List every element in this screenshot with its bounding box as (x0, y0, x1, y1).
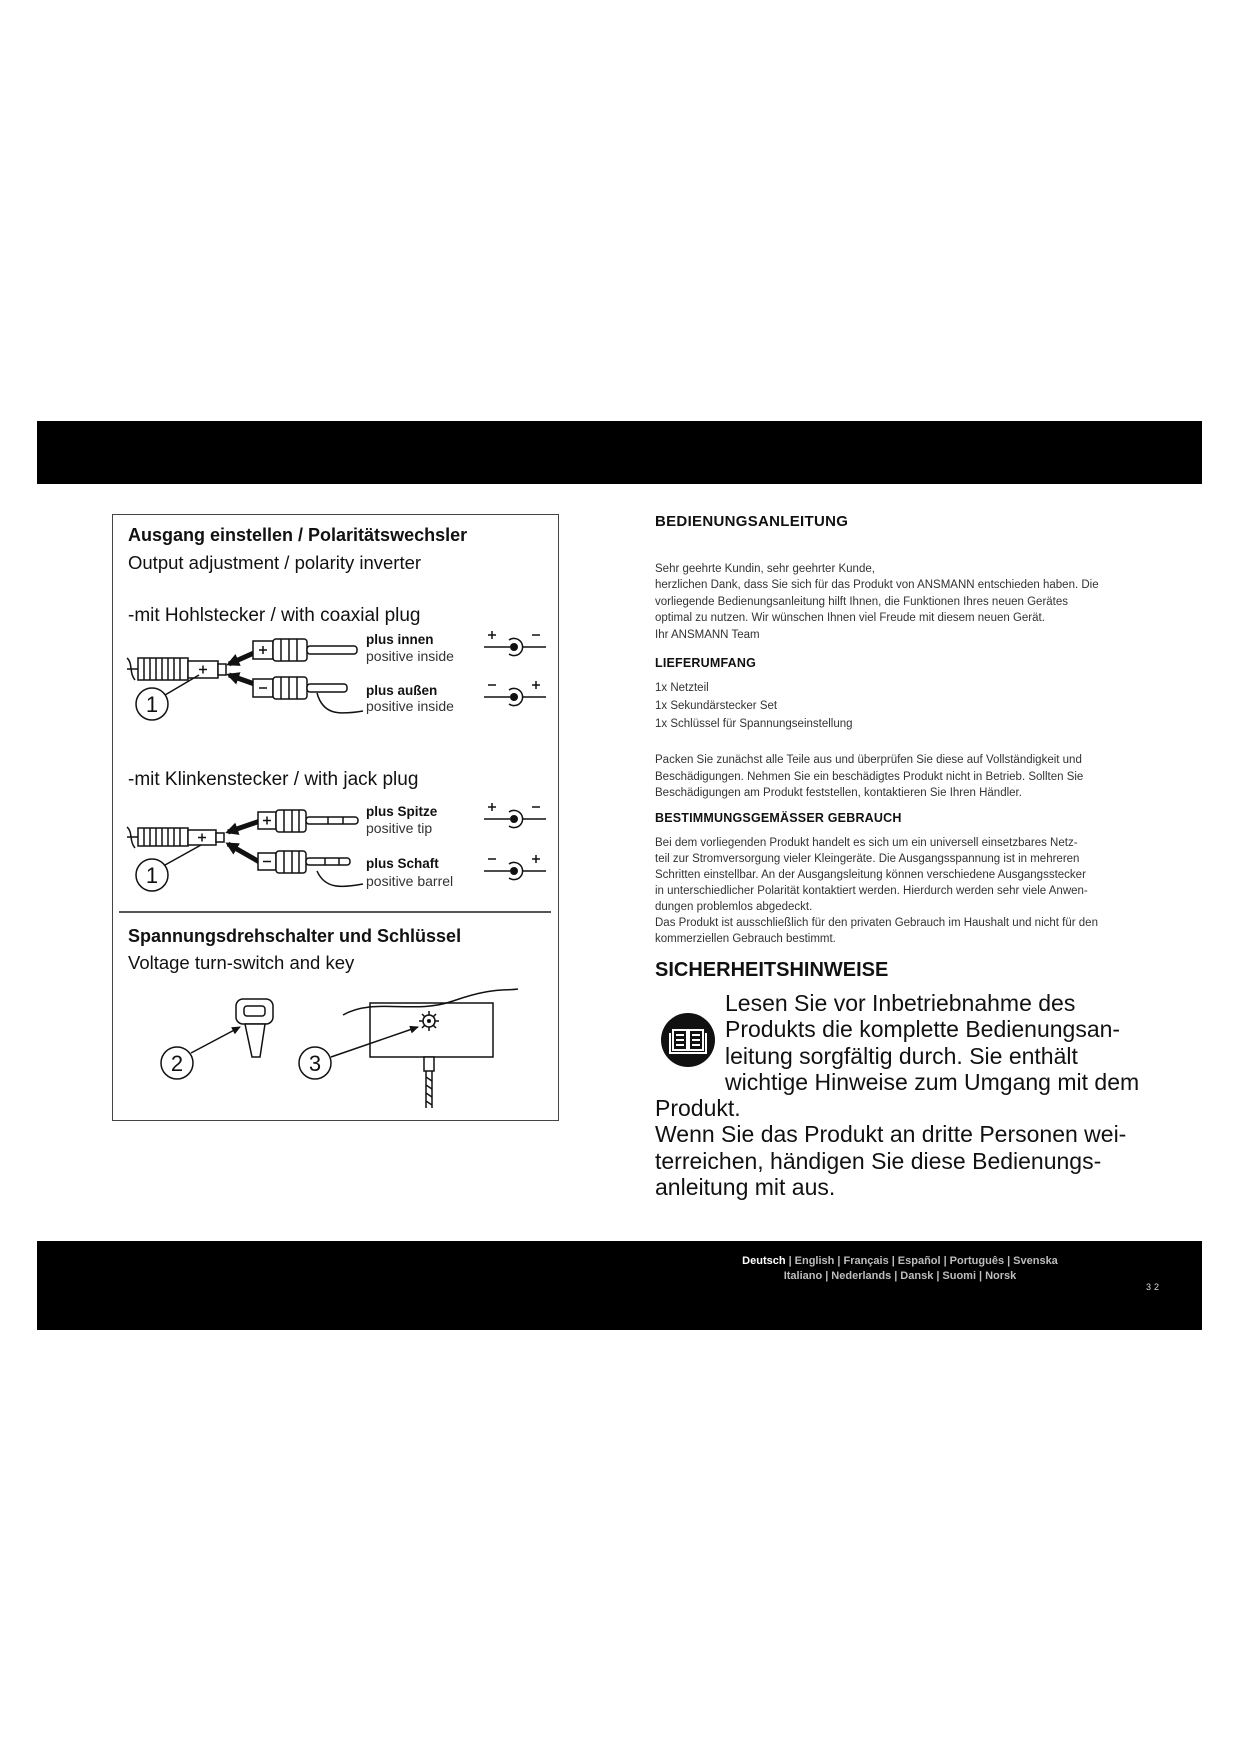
language-deutsch: Deutsch (742, 1255, 786, 1267)
intro-paragraph (655, 561, 1200, 643)
intended-use-paragraph (655, 835, 1200, 947)
jack-callout-number: 1 (145, 863, 159, 888)
safety-line: anleitung mit aus. (655, 1174, 836, 1201)
key-icon (236, 999, 273, 1057)
coaxial-adapter-positive-outside (253, 677, 363, 713)
check-line: Packen Sie zunächst alle Teile aus und überprüfen Sie diese auf Vollständigkeit und (655, 754, 1082, 766)
polarity-center-negative-icon (484, 681, 546, 706)
intro-line: optimal zu nutzen. Wir wünschen Ihnen viel Freude mit diesem neuen Gerät. (655, 612, 1045, 625)
intended-use-line: Das Produkt ist ausschließlich für den privaten Gebrauch im Haushalt und nicht für den (655, 917, 1098, 929)
switch-title-de: Spannungsdrehschalter und Schlüssel (128, 926, 462, 946)
coaxial-bottom-label-de: plus außen (366, 683, 438, 698)
key-diagram (161, 999, 273, 1079)
check-line: Beschädigungen am Produkt feststellen, kontaktieren Sie Ihren Händler. (655, 787, 1022, 799)
language-espanol: Español (897, 1255, 941, 1267)
gear-icon (419, 1011, 439, 1031)
intended-use-line: Schritten einstellbar. An der Ausgangsleitung können verschiedene Ausgangsstecker (655, 869, 1086, 881)
delivery-list (655, 679, 1200, 733)
coaxial-bottom-label-en: positive inside (366, 698, 454, 714)
polarity-center-negative-icon (484, 855, 546, 880)
coaxial-plug-diagram (127, 631, 546, 720)
switch-callout-arrow (331, 1027, 418, 1057)
intended-use-line: Bei dem vorliegenden Produkt handelt es sich um ein universell einsetzbares Netz- (655, 837, 1078, 849)
output-title-en: Output adjustment / polarity inverter (128, 552, 422, 573)
jack-main-plug (127, 827, 224, 848)
page-title: BEDIENUNGSANLEITUNG (655, 513, 849, 530)
language-nederlands: Nederlands (831, 1270, 892, 1282)
page-number: 32 (1146, 1282, 1163, 1292)
jack-top-label-en: positive tip (366, 820, 433, 836)
jack-callout-leader (165, 845, 201, 865)
coaxial-adapter-positive-inside (253, 639, 357, 661)
voltage-switch-diagram (299, 989, 518, 1108)
intro-line: Ihr ANSMANN Team (655, 628, 760, 641)
safety-line: terreichen, händigen Sie diese Bedienungs- (655, 1147, 1102, 1174)
coaxial-callout-number: 1 (145, 692, 159, 717)
jack-bottom-label-de: plus Schaft (366, 856, 439, 871)
panel-divider (119, 911, 551, 913)
jack-top-label-de: plus Spitze (366, 804, 438, 819)
jack-plug-diagram (127, 803, 546, 891)
intro-line: herzlichen Dank, dass Sie sich für das Produkt von ANSMANN entschieden haben. Die (655, 579, 1099, 592)
language-italiano: Italiano (783, 1270, 823, 1282)
language-francais: Français (843, 1255, 889, 1267)
switch-callout-number: 3 (308, 1051, 322, 1076)
output-title-de: Ausgang einstellen / Polaritätswechsler (128, 525, 468, 545)
safety-line: Produkt. (655, 1095, 741, 1122)
safety-line: Lesen Sie vor Inbetriebnahme des (725, 990, 1076, 1016)
jack-heading: -mit Klinkenstecker / with jack plug (128, 769, 419, 790)
language-suomi: Suomi (942, 1270, 977, 1282)
safety-line: Wenn Sie das Produkt an dritte Personen wei- (655, 1121, 1127, 1148)
key-callout-arrow (191, 1027, 240, 1053)
intended-use-line: dungen problemlos abgedeckt. (655, 901, 813, 913)
language-separator: | (788, 1255, 792, 1267)
header-bar (37, 421, 1202, 484)
delivery-item: 1x Schlüssel für Spannungseinstellung (655, 718, 853, 730)
delivery-item: 1x Sekundärstecker Set (655, 700, 778, 712)
language-norsk: Norsk (985, 1270, 1017, 1282)
language-svenska: Svenska (1013, 1255, 1058, 1267)
key-callout-number: 2 (170, 1051, 184, 1076)
language-english: English (794, 1255, 835, 1267)
intro-line: vorliegende Bedienungsanleitung hilft Ihnen, die Funktionen Ihres neuen Gerätes (655, 595, 1069, 608)
intended-use-line: kommerziellen Gebrauch bestimmt. (655, 933, 836, 945)
intended-use-line: teil zur Stromversorgung vieler Kleingeräte. Die Ausgangsspannung ist in mehreren (655, 853, 1080, 865)
switch-title-en: Voltage turn-switch and key (128, 952, 355, 973)
language-separator: | (837, 1255, 841, 1267)
device-cable (424, 1057, 434, 1108)
safety-line: wichtige Hinweise zum Umgang mit dem (725, 1068, 1140, 1095)
language-selector-row-1 (700, 1254, 1100, 1268)
language-separator: | (894, 1270, 898, 1282)
polarity-diagram-panel (112, 514, 559, 1121)
safety-heading: SICHERHEITSHINWEISE (655, 959, 889, 981)
language-portugues: Português (949, 1255, 1005, 1267)
language-separator: | (943, 1255, 947, 1267)
language-separator: | (936, 1270, 940, 1282)
language-selector-row-2 (700, 1269, 1100, 1283)
coaxial-heading: -mit Hohlstecker / with coaxial plug (128, 605, 421, 626)
delivery-item: 1x Netzteil (655, 682, 709, 694)
intro-line: Sehr geehrte Kundin, sehr geehrter Kunde, (655, 563, 875, 575)
coaxial-top-label-en: positive inside (366, 648, 454, 664)
jack-bottom-label-en: positive barrel (366, 873, 454, 889)
language-dansk: Dansk (900, 1270, 934, 1282)
language-separator: | (979, 1270, 983, 1282)
delivery-check-paragraph (655, 752, 1200, 802)
safety-line: leitung sorgfältig durch. Sie enthält (725, 1042, 1078, 1069)
device-housing (370, 1003, 493, 1057)
polarity-center-positive-icon (484, 803, 546, 828)
jack-adapter-positive-barrel (258, 851, 363, 886)
language-separator: | (1007, 1255, 1011, 1267)
coaxial-main-plug (127, 658, 226, 680)
intended-use-heading: BESTIMMUNGSGEMÄSSER GEBRAUCH (655, 811, 902, 825)
delivery-heading: LIEFERUMFANG (655, 656, 757, 670)
safety-line: Produkts die komplette Bedienungsan- (725, 1016, 1121, 1043)
language-separator: | (825, 1270, 829, 1282)
language-separator: | (891, 1255, 895, 1267)
jack-adapter-positive-tip (258, 810, 358, 832)
check-line: Beschädigungen. Nehmen Sie ein beschädigtes Produkt nicht in Betrieb. Sollten Sie (655, 770, 1084, 783)
safety-paragraph (655, 990, 1200, 1200)
intended-use-line: in unterschiedlicher Polarität kontaktiert werden. Hierdurch werden sehr viele Anwen- (655, 885, 1088, 897)
coaxial-top-label-de: plus innen (366, 632, 434, 647)
polarity-center-positive-icon (484, 631, 546, 656)
